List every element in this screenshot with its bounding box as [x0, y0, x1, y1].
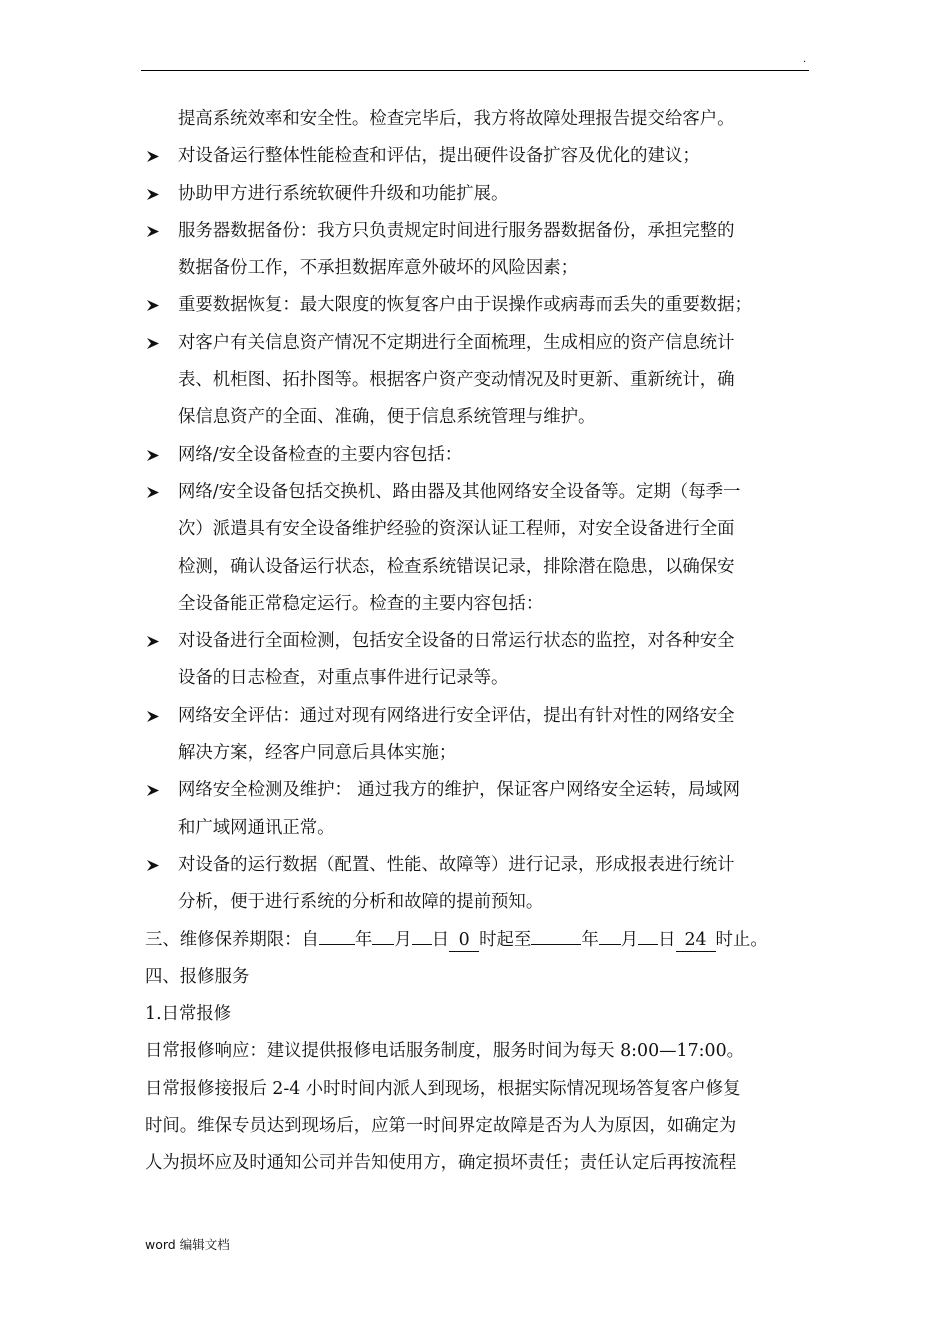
- bullet-line: [145, 735, 810, 772]
- bullet-line: [145, 884, 810, 921]
- bullet-line: [145, 586, 810, 623]
- arrow-bullet-icon: [145, 474, 161, 511]
- header-mark: .: [803, 54, 807, 65]
- bullet-line: [145, 287, 810, 324]
- bullet-text: 次）派遣具有安全设备维护经验的资深认证工程师，对安全设备进行全面: [178, 519, 735, 540]
- bullet-text: 保信息资产的全面、准确，便于信息系统管理与维护。: [178, 407, 596, 428]
- arrow-bullet-icon: [145, 847, 161, 884]
- header-rule: [141, 70, 809, 71]
- bullet-text: 分析，便于进行系统的分析和故障的提前预知。: [178, 892, 544, 913]
- bullet-text: 检测，确认设备运行状态，检查系统错误记录，排除潜在隐患，以确保安: [178, 556, 735, 577]
- maintenance-period-line: [145, 922, 810, 959]
- bullet-item: [145, 138, 810, 175]
- bullet-text: 网络安全检测及维护： 通过我方的维护，保证客户网络安全运转，局域网: [178, 780, 741, 801]
- bullet-text: 对设备进行全面检测，包括安全设备的日常运行状态的监控，对各种安全: [178, 631, 735, 652]
- sub1-title: 1.日常报修: [145, 1004, 232, 1025]
- bullet-text: 表、机柜图、拓扑图等。根据客户资产变动情况及时更新、重新统计，确: [178, 370, 735, 391]
- bullet-text: 网络/安全设备包括交换机、路由器及其他网络安全设备等。定期（每季一: [178, 481, 741, 502]
- paragraph-line: 日常报修接报后 2-4 小时时间内派人到现场，根据实际情况现场答复客户修复: [145, 1078, 741, 1099]
- end-hour-value: 24: [676, 929, 716, 952]
- arrow-bullet-icon: [145, 325, 161, 362]
- start-month-label: 月: [394, 929, 412, 950]
- bullet-item: [145, 176, 810, 213]
- paragraph-line: 日常报修响应：建议提供报修电话服务制度，服务时间为每天 8:00—17:00。: [145, 1041, 745, 1062]
- bullet-line: [145, 437, 810, 474]
- arrow-bullet-icon: [145, 138, 161, 175]
- bullet-line: [145, 847, 810, 884]
- bullet-list: [145, 138, 810, 921]
- bullet-item: [145, 623, 810, 698]
- start-day-label: 日: [431, 929, 450, 950]
- end-hour-suffix: 时止。: [715, 929, 768, 950]
- bullet-text: 设备的日志检查，对重点事件进行记录等。: [178, 668, 509, 689]
- bullet-text: 对客户有关信息资产情况不定期进行全面梳理，生成相应的资产信息统计: [178, 332, 735, 353]
- section4-title: 四、报修服务: [145, 966, 250, 987]
- bullet-line: [145, 362, 810, 399]
- end-year-blank: [531, 944, 581, 945]
- bullet-item: [145, 287, 810, 324]
- bullet-line: [145, 698, 810, 735]
- bullet-line: [145, 810, 810, 847]
- period-prefix: 三、维修保养期限：自: [145, 929, 319, 950]
- document-body: [145, 101, 810, 1183]
- bullet-text: 协助甲方进行系统软硬件升级和功能扩展。: [178, 183, 509, 204]
- arrow-bullet-icon: [145, 437, 161, 474]
- arrow-bullet-icon: [145, 287, 161, 324]
- bullet-item: [145, 213, 810, 288]
- bullet-item: [145, 772, 810, 847]
- bullet-line: [145, 549, 810, 586]
- bullet-line: [145, 250, 810, 287]
- bullet-text: 服务器数据备份：我方只负责规定时间进行服务器数据备份，承担完整的: [178, 220, 735, 241]
- bullet-item: [145, 325, 810, 437]
- arrow-bullet-icon: [145, 176, 161, 213]
- bullet-text: 重要数据恢复：最大限度的恢复客户由于误操作或病毒而丢失的重要数据；: [178, 295, 752, 316]
- bullet-line: [145, 623, 810, 660]
- end-day-blank: [638, 944, 658, 945]
- start-year-label: 年: [354, 929, 373, 950]
- bullet-line: [145, 399, 810, 436]
- end-month-label: 月: [620, 929, 639, 950]
- bullet-line: [145, 176, 810, 213]
- bullet-text: 网络安全评估：通过对现有网络进行安全评估，提出有针对性的网络安全: [178, 705, 735, 726]
- bullet-text: 和广域网通讯正常。: [178, 817, 335, 838]
- arrow-bullet-icon: [145, 213, 161, 250]
- end-day-label: 日: [658, 929, 676, 950]
- bullet-line: [145, 474, 810, 511]
- bullet-line: [145, 772, 810, 809]
- arrow-bullet-icon: [145, 698, 161, 735]
- arrow-bullet-icon: [145, 623, 161, 660]
- bullet-item: [145, 847, 810, 922]
- start-year-blank: [319, 944, 355, 945]
- footer-label: word 编辑文档: [145, 1237, 230, 1252]
- end-year-label: 年: [581, 929, 599, 950]
- bullet-line: [145, 138, 810, 175]
- bullet-item: [145, 698, 810, 773]
- paragraph-line: 时间。维保专员达到现场后，应第一时间界定故障是否为人为原因，如确定为: [145, 1116, 737, 1137]
- bullet-line: [145, 325, 810, 362]
- start-month-blank: [372, 944, 394, 945]
- bullet-line: [145, 213, 810, 250]
- end-month-blank: [599, 944, 621, 945]
- start-day-blank: [412, 944, 432, 945]
- continuation-line: 提高系统效率和安全性。检查完毕后，我方将故障处理报告提交给客户。: [178, 109, 735, 129]
- bullet-text: 网络/安全设备检查的主要内容包括：: [178, 444, 463, 465]
- bullet-line: [145, 511, 810, 548]
- start-hour-value: 0: [449, 929, 479, 952]
- bullet-text: 对设备运行整体性能检查和评估，提出硬件设备扩容及优化的建议；: [178, 146, 700, 167]
- bullet-text: 解决方案，经客户同意后具体实施；: [178, 743, 457, 764]
- bullet-text: 数据备份工作，不承担数据库意外破坏的风险因素；: [178, 258, 578, 279]
- paragraph-line: 人为损坏应及时通知公司并告知使用方，确定损坏责任；责任认定后再按流程: [145, 1153, 737, 1174]
- arrow-bullet-icon: [145, 772, 161, 809]
- bullet-text: 对设备的运行数据（配置、性能、故障等）进行记录，形成报表进行统计: [178, 854, 735, 875]
- bullet-text: 全设备能正常稳定运行。检查的主要内容包括：: [178, 593, 544, 614]
- bullet-item: [145, 474, 810, 623]
- start-hour-suffix: 时起至: [479, 929, 532, 950]
- bullet-item: [145, 437, 810, 474]
- bullet-line: [145, 660, 810, 697]
